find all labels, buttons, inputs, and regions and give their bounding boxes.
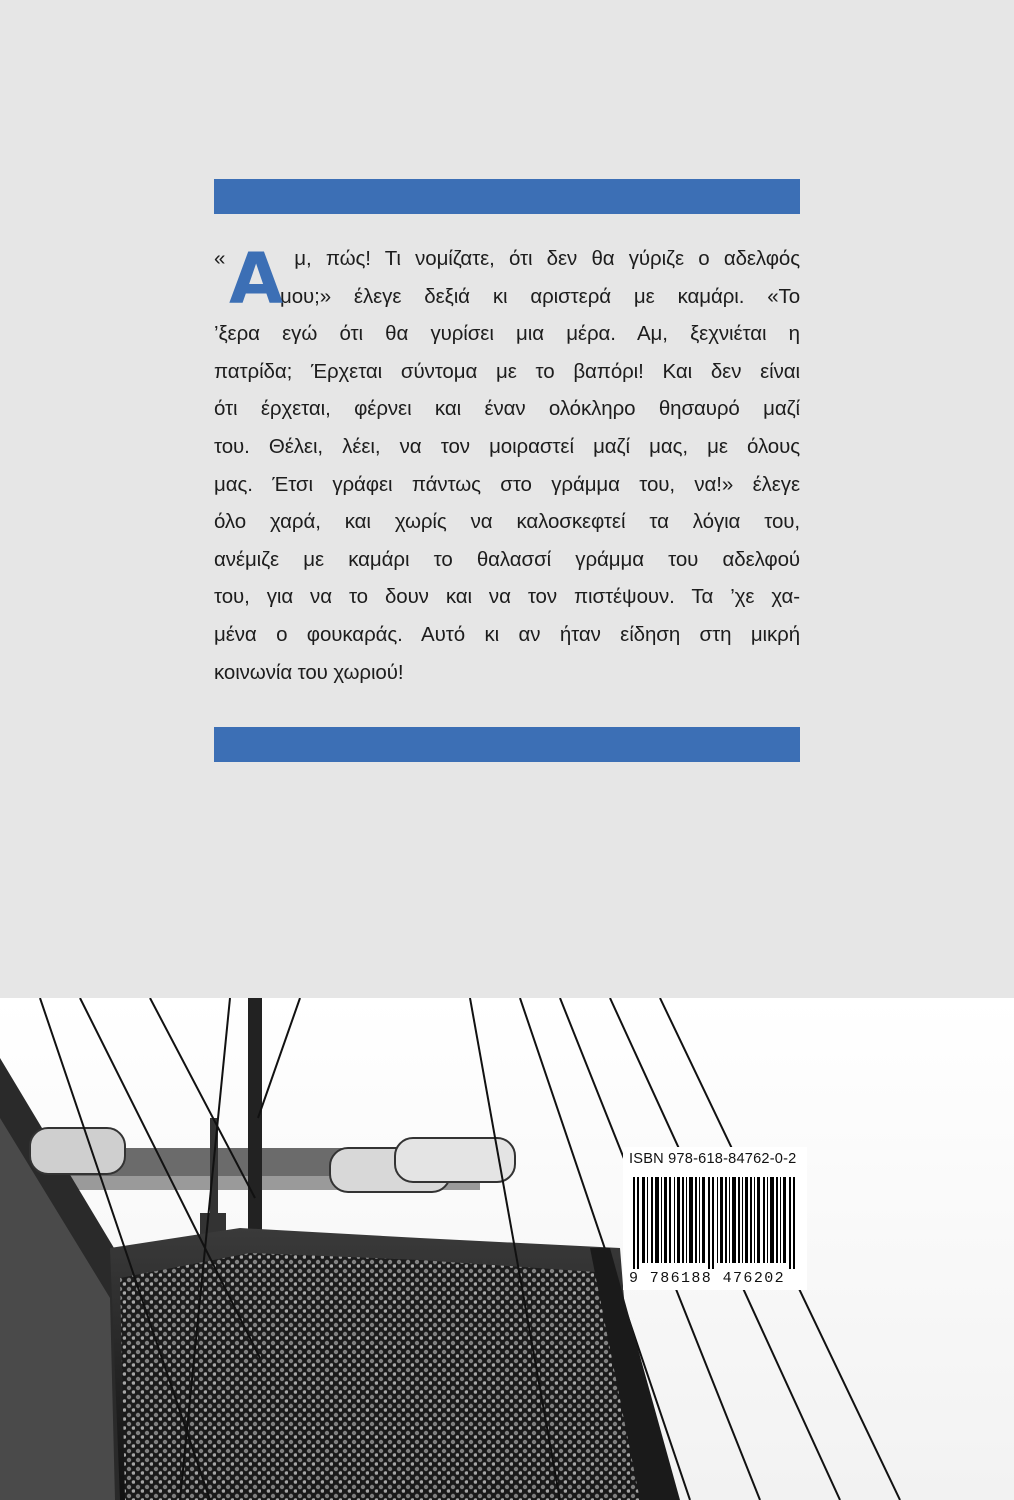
blurb-line: ότι έρχεται, φέρνει και έναν ολόκληρο θησαυρό μαζί [214,397,800,421]
drop-cap: Α [229,238,284,320]
isbn-barcode-box [623,1147,807,1290]
blurb-line: όλο χαρά, και χωρίς να καλοσκεφτεί τα λόγια του, [214,510,800,534]
blurb-line: κοινωνία του χωριού! [214,660,404,684]
barcode [633,1177,798,1269]
blurb-line: ανέμιζε με καμάρι το θαλασσί γράμμα του αδελφού [214,547,800,571]
ship-deck-illustration [0,998,1014,1500]
ship-deck-photo [0,998,1014,1500]
bottom-blue-rule [214,727,800,762]
opening-quote: « [214,247,226,270]
blurb-line: ’ξερα εγώ ότι θα γυρίσει μια μέρα. Αμ, ξεχνιέται η [214,322,800,346]
blurb-line: πατρίδα; Έρχεται σύντομα με το βαπόρι! Και δεν είναι [214,359,800,383]
back-cover-blurb [214,240,800,691]
blurb-line: του. Θέλει, λέει, να τον μοιραστεί μαζί μας, με όλους [214,434,800,458]
isbn-label: ISBN 978-618-84762-0-2 [629,1151,797,1167]
blurb-line: μας. Έτσι γράφει πάντως στο γράμμα του, να!» έλεγε [214,472,800,496]
isbn-digits: 9 786188 476202 [629,1270,786,1287]
blurb-line-text: μ, πώς! Τι νομίζατε, ότι δεν θα γύριζε ο αδελφός [294,247,800,270]
top-blue-rule [214,179,800,214]
blurb-line: του, για να το δουν και να τον πιστέψουν. Τα ’χε χα- [214,585,800,609]
blurb-line: μένα ο φουκαράς. Αυτό κι αν ήταν είδηση στη μικρή [214,622,800,646]
blurb-line: μου;» έλεγε δεξιά κι αριστερά με καμάρι. «Το [280,284,800,308]
